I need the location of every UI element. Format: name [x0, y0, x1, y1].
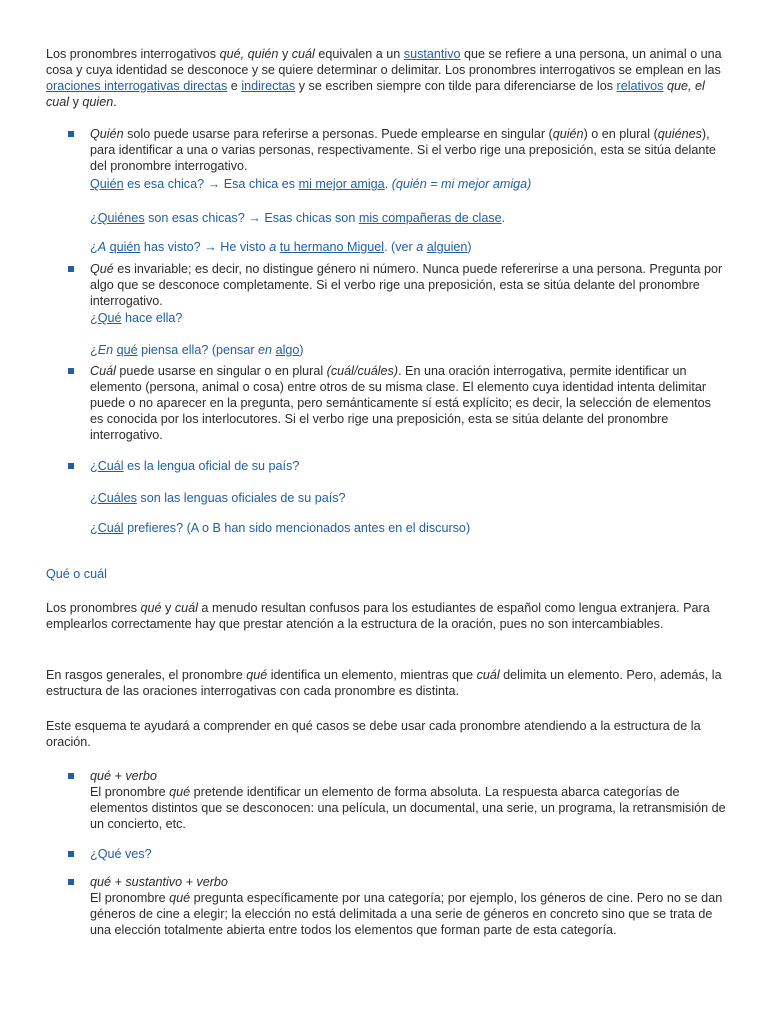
paragraph-1 — [46, 600, 726, 632]
term-cual-forms: (cuál/cuáles) — [326, 364, 399, 378]
text: ¿ — [90, 211, 98, 225]
bullet-marker — [68, 266, 74, 272]
text: identifica un elemento, mientras que — [267, 668, 477, 682]
text: has visto? → He visto — [140, 240, 270, 254]
link-cual[interactable]: Cuál — [97, 459, 124, 473]
text: ¿ — [90, 311, 98, 325]
term-que: qué — [169, 785, 191, 799]
link-quien-2[interactable]: quién — [109, 240, 141, 254]
term-plural: quiénes — [657, 127, 702, 141]
text: y — [69, 95, 83, 109]
term-cual: cuál — [291, 47, 315, 61]
bullet-marker — [68, 773, 74, 779]
term-quien-relativo: quien — [82, 95, 114, 109]
text: ¿ — [90, 521, 98, 535]
link-relativos[interactable]: relativos — [616, 79, 664, 93]
scheme-title: qué + sustantivo + verbo — [90, 875, 228, 889]
link-cuales[interactable]: Cuáles — [97, 491, 137, 505]
text: es invariable; es decir, no distingue género ni número. Nunca puede refererirse a una persona. Pregunta por algo que se desconoce completamente. Si el verbo rige una preposición, esta se sitúa delante del pronombre interrogativo. — [90, 262, 723, 308]
text: piensa ella? (pensar — [137, 343, 259, 357]
text: ), para identificar a una o varias personas, respectivamente. Si el verbo rige una preposición, esta se sitúa delante del pronombre interrogativo. — [90, 127, 716, 173]
term-que: qué — [169, 891, 191, 905]
link-mis-companeras[interactable]: mis compañeras de clase — [358, 211, 502, 225]
text: ) o en plural ( — [583, 127, 658, 141]
term-singular: quién — [552, 127, 584, 141]
text: y se escriben siempre con tilde para diferenciarse de los — [295, 79, 617, 93]
bullet-marker — [68, 851, 74, 857]
term-quien: Quién — [90, 127, 124, 141]
text: . (ver — [384, 240, 417, 254]
link-indirectas[interactable]: indirectas — [241, 79, 296, 93]
scheme-item-2 — [90, 874, 726, 938]
link-oraciones-directas[interactable]: oraciones interrogativas directas — [46, 79, 228, 93]
preposition: en — [258, 343, 273, 357]
scheme-title: qué + verbo — [90, 769, 157, 783]
example-cual-2 — [90, 490, 726, 506]
text: ¿ — [90, 343, 98, 357]
text: delimita un elemento. Pero, además, la estructura de las oraciones interrogativas con cada pronombre es distinta. — [46, 668, 722, 698]
link-algo[interactable]: algo — [275, 343, 300, 357]
term-cual: Cuál — [90, 364, 116, 378]
preposition: A — [97, 240, 107, 254]
paragraph-2 — [46, 667, 726, 699]
text: que se refiere a una persona, un animal o una cosa y cuya identidad se desconoce y se quiere determinar o delimitar. Los pronombres interrogativos se emplean en las — [46, 47, 722, 77]
intro-paragraph — [46, 46, 726, 110]
text: pregunta específicamente por una categoría; por ejemplo, los géneros de cine. Pero no se dan géneros de cine a elegir; la elección no está delimitada a una serie de géneros en concreto sino que se trata de una elección totalmente abierta entre todos los elementos que forman parte de esta categoría. — [90, 891, 723, 937]
text: . — [501, 211, 506, 225]
text: , — [240, 47, 248, 61]
scheme-example-1: ¿Qué ves? — [90, 847, 152, 861]
text: pretende identificar un elemento de forma absoluta. La respuesta abarca categorías de elementos distintos que se desconocen: una película, un documental, una serie, un programa, la retransmisión de un concierto, etc. — [90, 785, 726, 831]
term-que: Qué — [90, 262, 114, 276]
term-quien: quién — [247, 47, 279, 61]
link-mi-mejor-amiga[interactable]: mi mejor amiga — [298, 177, 385, 191]
scheme-item-1 — [90, 768, 726, 832]
link-que-2[interactable]: qué — [116, 343, 138, 357]
link-sustantivo[interactable]: sustantivo — [403, 47, 461, 61]
text: y — [278, 47, 292, 61]
example-cual-1 — [90, 458, 726, 474]
example-note: (quién = mi mejor amiga) — [391, 177, 532, 191]
text: Los pronombres interrogativos — [46, 47, 220, 61]
text: ¿ — [90, 491, 98, 505]
example-quien-1 — [90, 176, 726, 192]
term-que: qué — [246, 668, 268, 682]
term-que: qué — [140, 601, 162, 615]
link-quien[interactable]: Quién — [90, 177, 124, 191]
text: son esas chicas? → Esas chicas son — [144, 211, 359, 225]
text: son las lenguas oficiales de su país? — [136, 491, 346, 505]
link-que[interactable]: Qué — [97, 311, 122, 325]
term-cual: cuál — [476, 668, 500, 682]
example-que-2 — [90, 342, 726, 358]
text: es la lengua oficial de su país? — [123, 459, 300, 473]
text: . — [384, 177, 392, 191]
term-relativos: que, el cual — [46, 79, 705, 109]
text: En rasgos generales, el pronombre — [46, 668, 247, 682]
bullet-marker — [68, 131, 74, 137]
text: es esa chica? → Esa chica es — [123, 177, 299, 191]
text: ) — [467, 240, 472, 254]
text: prefieres? (A o B han sido mencionados antes en el discurso) — [123, 521, 471, 535]
text: e — [227, 79, 242, 93]
term-cual: cuál — [174, 601, 198, 615]
text: a menudo resultan confusos para los estudiantes de español como lengua extranjera. Para emplearlos correctamente hay que prestar atención a la estructura de la oración, pues no son intercambiables. — [46, 601, 710, 631]
text: ¿ — [90, 240, 98, 254]
paragraph-3: Este esquema te ayudará a comprender en qué casos se debe usar cada pronombre atendiendo a la estructura de la oración. — [46, 719, 701, 749]
text: . — [113, 95, 117, 109]
text: solo puede usarse para referirse a personas. Puede emplearse en singular ( — [123, 127, 553, 141]
list-item-que — [90, 261, 726, 309]
example-quien-3 — [90, 239, 726, 255]
term-que: qué — [219, 47, 241, 61]
text: ) — [299, 343, 304, 357]
preposition: En — [97, 343, 114, 357]
text: y — [161, 601, 175, 615]
link-quienes[interactable]: Quiénes — [97, 211, 145, 225]
example-cual-3 — [90, 520, 726, 536]
bullet-marker — [68, 879, 74, 885]
section-heading: Qué o cuál — [46, 567, 107, 581]
bullet-marker — [68, 463, 74, 469]
example-que-1 — [90, 310, 726, 326]
preposition: a — [269, 240, 277, 254]
text: ¿ — [90, 459, 98, 473]
text: puede usarse en singular o en plural — [115, 364, 327, 378]
list-item-quien — [90, 126, 726, 174]
text: hace ella? — [121, 311, 183, 325]
example-quien-2 — [90, 210, 726, 226]
bullet-marker — [68, 368, 74, 374]
text: equivalen a un — [314, 47, 404, 61]
link-cual-2[interactable]: Cuál — [97, 521, 124, 535]
text: El pronombre — [90, 785, 170, 799]
text: Los pronombres — [46, 601, 141, 615]
text: El pronombre — [90, 891, 170, 905]
preposition: a — [416, 240, 424, 254]
list-item-cual — [90, 363, 726, 443]
link-tu-hermano-miguel[interactable]: tu hermano Miguel — [279, 240, 385, 254]
link-alguien[interactable]: alguien — [426, 240, 468, 254]
text: . En una oración interrogativa, permite identificar un elemento (persona, animal o cosa) entre otros de su misma clase. El elemento cuya identidad intenta delimitar puede o no aparecer en la pregunta, pero semánticamente sí está explícito; es decir, la selección de elementos es conocida por los interlocutores. Si el verbo rige una preposición, esta se sitúa delante del pronombre interrogativo. — [90, 364, 711, 442]
